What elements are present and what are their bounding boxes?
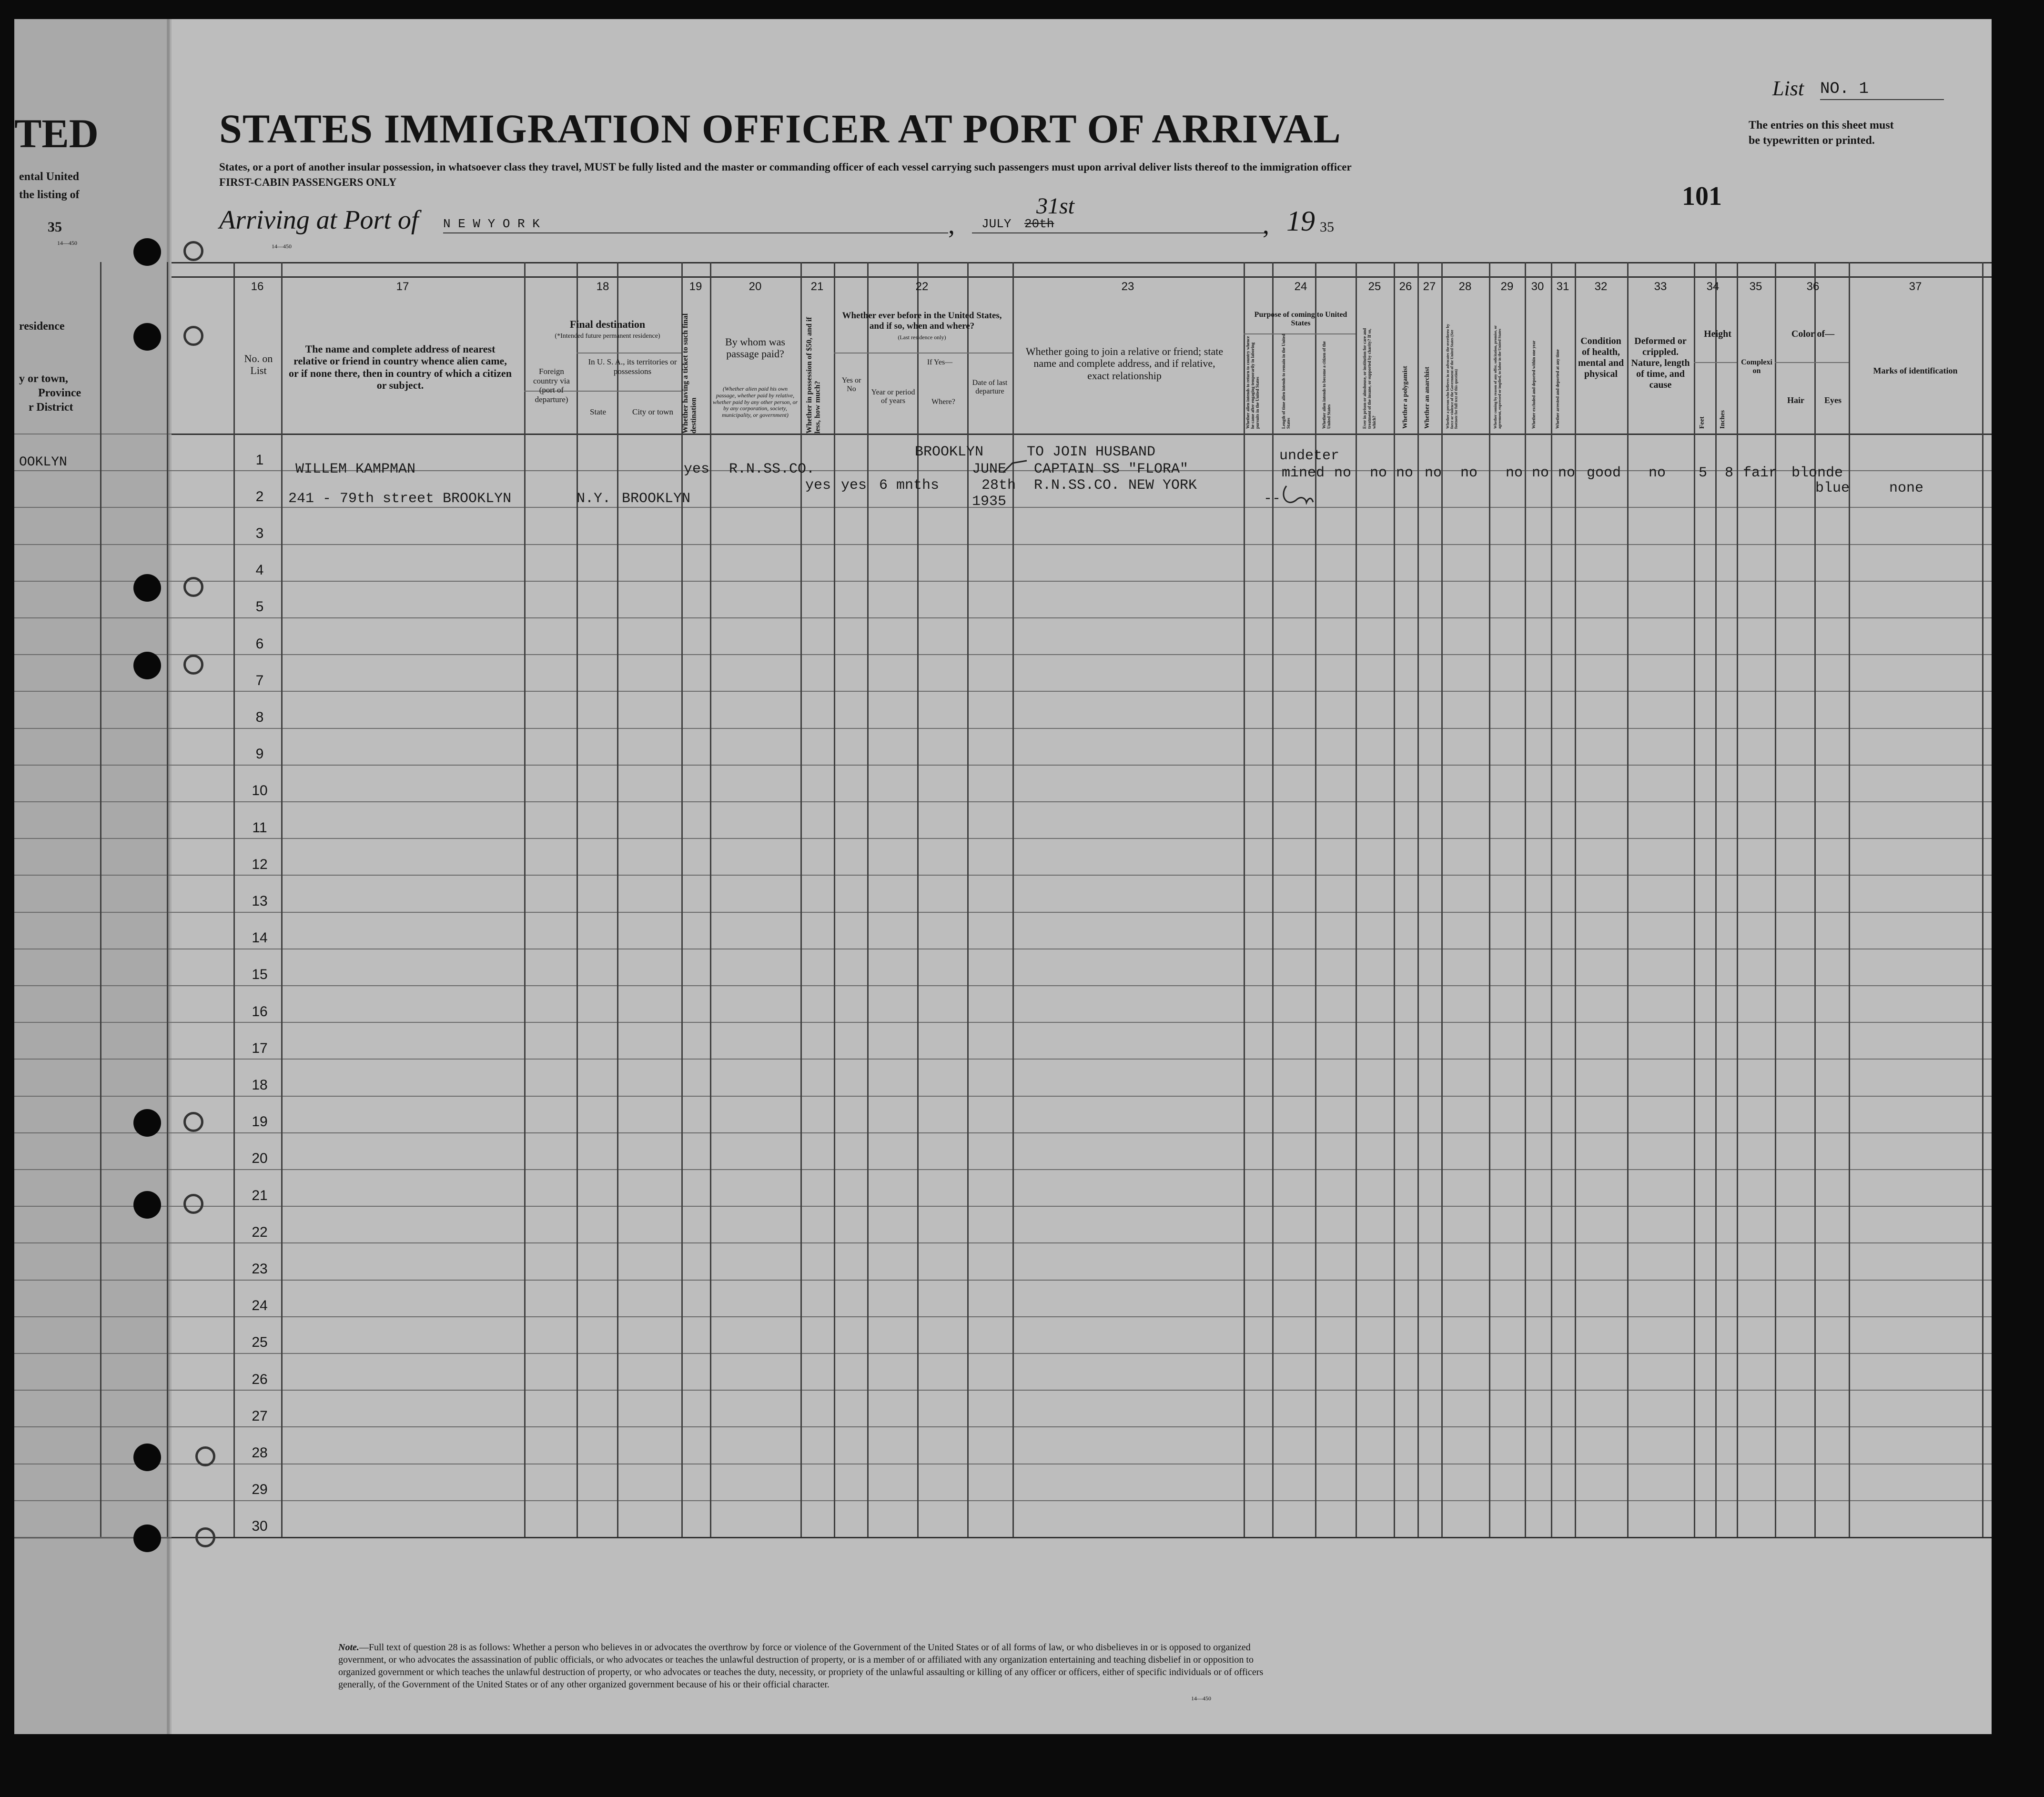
join-line2: CAPTAIN SS "FLORA" <box>1034 461 1189 477</box>
left-title-fragment: TED <box>14 111 99 156</box>
row-number: 17 <box>252 1040 268 1056</box>
row-number: 16 <box>252 1003 268 1020</box>
header-col32: Condition of health, mental and physical <box>1578 336 1624 379</box>
footnote <box>338 1641 1272 1691</box>
column-number: 18 <box>596 280 609 293</box>
row-rule <box>14 1537 1992 1538</box>
contract-value: no <box>1506 465 1523 481</box>
column-number: 24 <box>1294 280 1307 293</box>
money-value: yes <box>805 477 831 494</box>
column-rule <box>1982 262 1983 1537</box>
arrival-month: JULY <box>982 217 1012 231</box>
binder-hole <box>133 652 161 679</box>
page-title: STATES IMMIGRATION OFFICER AT PORT OF ARRIVAL <box>219 106 1341 151</box>
header-col18-title: Final destination <box>569 318 646 330</box>
page-number: 101 <box>1682 182 1722 211</box>
binder-ring <box>183 655 203 675</box>
stay-line2: mined <box>1282 465 1325 481</box>
column-number: 36 <box>1806 280 1820 293</box>
column-rule <box>834 262 835 1537</box>
row-number: 26 <box>252 1371 268 1387</box>
check-mark-icon <box>1001 458 1029 477</box>
header-col23: Whether going to join a relative or friend; state name and complete address, and if relative, exact relationship <box>1025 345 1224 382</box>
column-number: 21 <box>810 280 824 293</box>
overthrow-value: no <box>1460 465 1478 481</box>
header-col36-hair: Hair <box>1787 395 1804 405</box>
left-strip-rule <box>14 1426 172 1427</box>
column-number: 32 <box>1594 280 1608 293</box>
polygamist-value: no <box>1396 465 1414 481</box>
column-rule <box>524 262 526 1537</box>
column-rule <box>867 262 869 1537</box>
header-col22-yesno: Yes or No <box>841 376 861 394</box>
header-col28: Whether a person who believes in or advocates the overthrow by force or violence of the Government of the United States (See footnote for full text of this question) <box>1446 324 1458 429</box>
header-col21: Whether in possession of $50, and if less, how much? <box>805 317 822 434</box>
row-number: 19 <box>252 1114 268 1130</box>
column-rule <box>1627 262 1629 1537</box>
binder-ring <box>183 241 203 261</box>
row-number: 12 <box>252 856 268 872</box>
header-col24-a: Whether alien intends to return to country whence he came after engaging temporarily in laboring pursuits in the United States <box>1245 336 1260 429</box>
left-strip-rule <box>14 1500 172 1501</box>
passage-paid-value: R.N.SS.CO. <box>729 461 815 477</box>
inches-value: 8 <box>1725 465 1734 481</box>
binder-hole <box>133 1191 161 1219</box>
header-small-code: 14—450 <box>272 243 292 250</box>
column-number: 20 <box>749 280 762 293</box>
left-strip-rule <box>14 617 172 618</box>
header-col22-years: Year or period of years <box>871 388 915 405</box>
column-number: 31 <box>1556 280 1569 293</box>
deported-value: no <box>1558 465 1576 481</box>
ticket-value: yes <box>684 461 710 477</box>
header-col18-foreign: Foreign country via (port of departure) <box>533 367 570 404</box>
citizen-value: no <box>1334 465 1352 481</box>
column-rule <box>617 262 618 1537</box>
header-col34-inches: Inches <box>1719 410 1726 429</box>
column-rule <box>281 262 283 1537</box>
header-rule <box>172 262 1992 263</box>
column-rule <box>1694 262 1695 1537</box>
anarchist-value: no <box>1425 465 1442 481</box>
port-underline <box>443 232 948 233</box>
footnote-code: 14—450 <box>1191 1695 1211 1702</box>
left-strip-rule <box>14 1059 172 1060</box>
left-strip-rule <box>14 1280 172 1281</box>
arriving-label: Arriving at Port of <box>219 205 419 235</box>
column-number: 34 <box>1706 280 1720 293</box>
row-number: 8 <box>255 709 264 725</box>
column-rule <box>800 262 802 1537</box>
column-number: 27 <box>1423 280 1436 293</box>
left-strip-column-rule <box>167 262 168 1537</box>
feet-value: 5 <box>1699 465 1708 481</box>
header-col24-b: Length of time alien intends to remain in the United States <box>1281 333 1291 429</box>
row-number: 24 <box>252 1298 268 1314</box>
relative-name: WILLEM KAMPMAN <box>295 461 416 477</box>
subheader-rule <box>1775 362 1849 363</box>
date-year-value: 1935 <box>972 494 1007 510</box>
date-underline <box>972 232 1267 233</box>
left-strip-rule <box>14 1390 172 1391</box>
binder-ring <box>183 1112 203 1132</box>
left-strip-rule <box>14 912 172 913</box>
health-value: good <box>1587 465 1621 481</box>
handwritten-initials-icon <box>1277 481 1320 515</box>
column-number: 22 <box>915 280 929 293</box>
column-rule <box>1489 262 1490 1537</box>
column-rule <box>577 262 578 1537</box>
header-col27: Whether an anarchist <box>1424 366 1431 429</box>
header-col22-title: Whether ever before in the United States, and if so, when and where? <box>842 311 1002 331</box>
column-rule <box>1715 262 1717 1537</box>
row-number: 3 <box>255 525 264 541</box>
column-number: 37 <box>1909 280 1922 293</box>
row-number: 7 <box>255 672 264 688</box>
row-number: 30 <box>252 1518 268 1535</box>
column-rule <box>1551 262 1552 1537</box>
binder-ring <box>183 577 203 597</box>
left-year: 35 <box>48 219 62 235</box>
eyes-value: blue <box>1815 480 1850 496</box>
port-name: N E W Y O R K <box>443 217 540 231</box>
left-row1-city: OOKLYN <box>19 455 67 470</box>
row-number: 2 <box>255 488 264 505</box>
column-rule <box>233 262 235 1537</box>
header-col22-where: Where? <box>931 398 955 406</box>
instructions-line1: The entries on this sheet must <box>1749 119 1894 131</box>
relative-address: 241 - 79th street BROOKLYN <box>288 491 512 507</box>
column-rule <box>1244 262 1245 1537</box>
left-strip-rule <box>14 875 172 876</box>
header-col34: Height <box>1704 329 1731 339</box>
header-col34-feet: Feet <box>1699 416 1706 429</box>
binder-hole <box>133 574 161 602</box>
left-city-line3: r District <box>29 401 73 414</box>
left-small-code: 14—450 <box>57 240 77 246</box>
binder-ring <box>183 326 203 346</box>
comma-2: , <box>1263 210 1269 240</box>
header-col18-city: City or town <box>632 407 673 416</box>
arrival-day-struck: 20th <box>1024 217 1054 231</box>
column-rule <box>1814 262 1816 1537</box>
left-strip-rule <box>14 1169 172 1170</box>
left-strip-rule <box>14 507 172 508</box>
column-number: 17 <box>396 280 409 293</box>
marks-value: none <box>1889 480 1924 496</box>
row-number: 4 <box>255 562 264 578</box>
column-rule <box>1575 262 1576 1537</box>
list-underline <box>1820 99 1944 100</box>
left-strip-rule <box>14 1316 172 1317</box>
column-number: 19 <box>689 280 702 293</box>
header-col20: By whom was passage paid? <box>725 336 785 360</box>
binder-hole <box>133 1109 161 1137</box>
header-col19: Whether having a ticket to such final destination <box>681 313 698 434</box>
column-rule <box>681 262 683 1537</box>
header-rule <box>172 434 1992 435</box>
complexion-value: fair <box>1743 465 1778 481</box>
column-rule <box>1394 262 1395 1537</box>
left-text-line1: ental United <box>19 171 79 183</box>
excluded-value: no <box>1532 465 1549 481</box>
header-col18-note: (*Intended future permanent residence) <box>555 333 660 340</box>
row-number: 28 <box>252 1445 268 1461</box>
row-number: 25 <box>252 1334 268 1351</box>
column-number: 30 <box>1531 280 1544 293</box>
stay-line1: undeter <box>1279 448 1340 464</box>
row-number: 10 <box>252 783 268 799</box>
column-number: 29 <box>1500 280 1514 293</box>
header-col18-state: State <box>590 407 606 416</box>
left-strip-rule <box>14 985 172 986</box>
header-col22-ifyes: If Yes— <box>927 358 953 366</box>
left-strip-rule <box>14 728 172 729</box>
row-number: 9 <box>255 746 264 762</box>
left-text-line2: the listing of <box>19 189 80 201</box>
date-month-value: JUNE <box>972 461 1007 477</box>
column-number: 35 <box>1749 280 1762 293</box>
row-number: 15 <box>252 967 268 983</box>
header-col33: Deformed or crippled. Nature, length of time, and cause <box>1631 336 1690 390</box>
left-residence-label: residence <box>19 320 65 333</box>
row-number: 23 <box>252 1261 268 1277</box>
header-col30: Whether excluded and deported within one year <box>1531 340 1536 429</box>
stay-line3: -- <box>1264 491 1281 507</box>
left-strip-rule <box>14 1096 172 1097</box>
header-col22-date: Date of last departure <box>972 379 1008 396</box>
left-strip-rule <box>14 838 172 839</box>
left-strip-rule <box>14 691 172 692</box>
row-number: 18 <box>252 1077 268 1093</box>
where-value: BROOKLYN <box>915 444 984 460</box>
row-number: 27 <box>252 1408 268 1424</box>
binder-ring <box>183 1194 203 1214</box>
manifest-sheet <box>14 19 1992 1734</box>
binder-hole <box>133 323 161 351</box>
row-number: 6 <box>255 636 264 652</box>
binder-hole <box>133 238 161 266</box>
header-col25: Ever in prison or almshouse, or institution for care and treatment of the insane, or supported by charity? If so, which? <box>1362 328 1376 429</box>
header-col37: Marks of identification <box>1873 366 1958 375</box>
row-number: 13 <box>252 893 268 909</box>
join-line1: TO JOIN HUSBAND <box>1027 444 1156 460</box>
list-label: List <box>1772 77 1804 100</box>
instructions-line2: be typewritten or printed. <box>1749 134 1875 147</box>
header-col36: Color of— <box>1791 329 1835 339</box>
left-city-line1: y or town, <box>19 373 68 385</box>
row-number: 29 <box>252 1482 268 1498</box>
cabin-class: FIRST-CABIN PASSENGERS ONLY <box>219 176 397 188</box>
destination-city: BROOKLYN <box>622 491 691 507</box>
footnote-label: Note. <box>338 1642 359 1653</box>
left-strip-column-rule <box>100 262 101 1537</box>
header-col20-note: (Whether alien paid his own passage, whether paid by relative, whether paid by any other person, or by any corporation, society, municipality, or government) <box>712 385 798 419</box>
list-number: NO. 1 <box>1820 80 1869 98</box>
header-col17: The name and complete address of nearest relative or friend in country whence alien came, or if none there, then in country of which a citizen or subject. <box>289 343 512 391</box>
year-prefix: 19 <box>1286 205 1315 237</box>
column-rule <box>1356 262 1357 1537</box>
column-number: 23 <box>1121 280 1134 293</box>
left-strip-rule <box>14 1353 172 1354</box>
destination-state: N.Y. <box>577 491 611 507</box>
footnote-text: —Full text of question 28 is as follows: Whether a person who believes in or advocates the overthrow by force or violence of the Government of the United States or of all forms of law, or who disbelieves in or is opposed to organized government, or who advocates the assassination of public officials, or who advocates or teaches the unlawful destruction of property, or is a member of or affiliated with any organization entertaining and teaching disbelief in or opposition to organized government or which teaches the unlawful destruction of property, or who advocates or teaches the duty, necessity, or propriety of the unlawful assaulting or killing of any officer or officers, either of specific individuals or of officers generally, of the Government of the United States or of any other organized government because of his or their official character. <box>338 1642 1264 1690</box>
header-col22-note: (Last residence only) <box>898 334 946 341</box>
column-rule <box>1525 262 1526 1537</box>
header-rule <box>172 276 1992 278</box>
left-strip-rule <box>14 544 172 545</box>
row-number: 22 <box>252 1224 268 1240</box>
column-number: 25 <box>1368 280 1381 293</box>
column-number: 26 <box>1399 280 1412 293</box>
left-strip-rule <box>14 470 172 471</box>
left-strip-rule <box>14 1022 172 1023</box>
page-subtitle: States, or a port of another insular possession, in whatsoever class they travel, MUST be fully listed and the master or commanding officer of each vessel carrying such passengers must upon arrival deliver lists thereof to the immigration officer <box>219 161 1352 173</box>
header-col24-title: Purpose of coming to United States <box>1254 311 1347 328</box>
column-rule <box>710 262 711 1537</box>
header-col36-eyes: Eyes <box>1824 395 1842 405</box>
subheader-rule <box>1694 362 1737 363</box>
prison-value: no <box>1370 465 1387 481</box>
row-number: 11 <box>252 819 267 836</box>
hair-value: blonde <box>1791 465 1843 481</box>
header-col16: No. on List <box>244 353 273 377</box>
years-value: 6 mnths <box>879 477 940 494</box>
binder-hole <box>133 1524 161 1552</box>
header-col18-usa: In U. S. A., its territories or possessions <box>588 357 677 376</box>
header-col24-c: Whether alien intends to become a citizen of the United States <box>1322 341 1331 429</box>
row-number: 5 <box>255 599 264 615</box>
column-rule <box>1737 262 1738 1537</box>
before-yes-value: yes <box>841 477 867 494</box>
column-rule <box>1441 262 1443 1537</box>
left-strip-rule <box>14 801 172 802</box>
left-strip-rule <box>14 765 172 766</box>
row-number: 20 <box>252 1151 268 1167</box>
left-strip-rule <box>14 1242 172 1243</box>
arrival-day-handwritten: 31st <box>1036 193 1075 219</box>
row-number: 1 <box>255 452 264 468</box>
left-page-strip <box>14 19 172 1734</box>
header-col29: Whether coming by reason of any offer, solicitation, promise, or agreement, expressed or implied, to labor in the United States <box>1493 325 1502 429</box>
binder-ring <box>195 1446 215 1466</box>
comma-1: , <box>948 210 955 240</box>
binder-ring <box>195 1527 215 1547</box>
join-line3: R.N.SS.CO. NEW YORK <box>1034 477 1197 494</box>
binder-hole <box>133 1444 161 1471</box>
column-rule <box>1272 262 1274 1537</box>
column-rule <box>1775 262 1776 1537</box>
column-rule <box>1012 262 1014 1537</box>
column-number: 16 <box>251 280 264 293</box>
header-col26: Whether a polygamist <box>1402 366 1409 429</box>
header-col31: Whether arrested and deported at any time <box>1555 349 1560 429</box>
column-rule <box>1417 262 1419 1537</box>
date-day-value: 28th <box>982 477 1016 494</box>
column-number: 28 <box>1458 280 1472 293</box>
header-col35: Complexion <box>1741 358 1772 375</box>
deformed-value: no <box>1649 465 1666 481</box>
row-number: 14 <box>252 930 268 946</box>
row-number: 21 <box>252 1187 268 1203</box>
column-number: 33 <box>1654 280 1667 293</box>
column-rule <box>1849 262 1850 1537</box>
year-suffix: 35 <box>1320 219 1334 235</box>
left-city-line2: Province <box>38 387 81 399</box>
